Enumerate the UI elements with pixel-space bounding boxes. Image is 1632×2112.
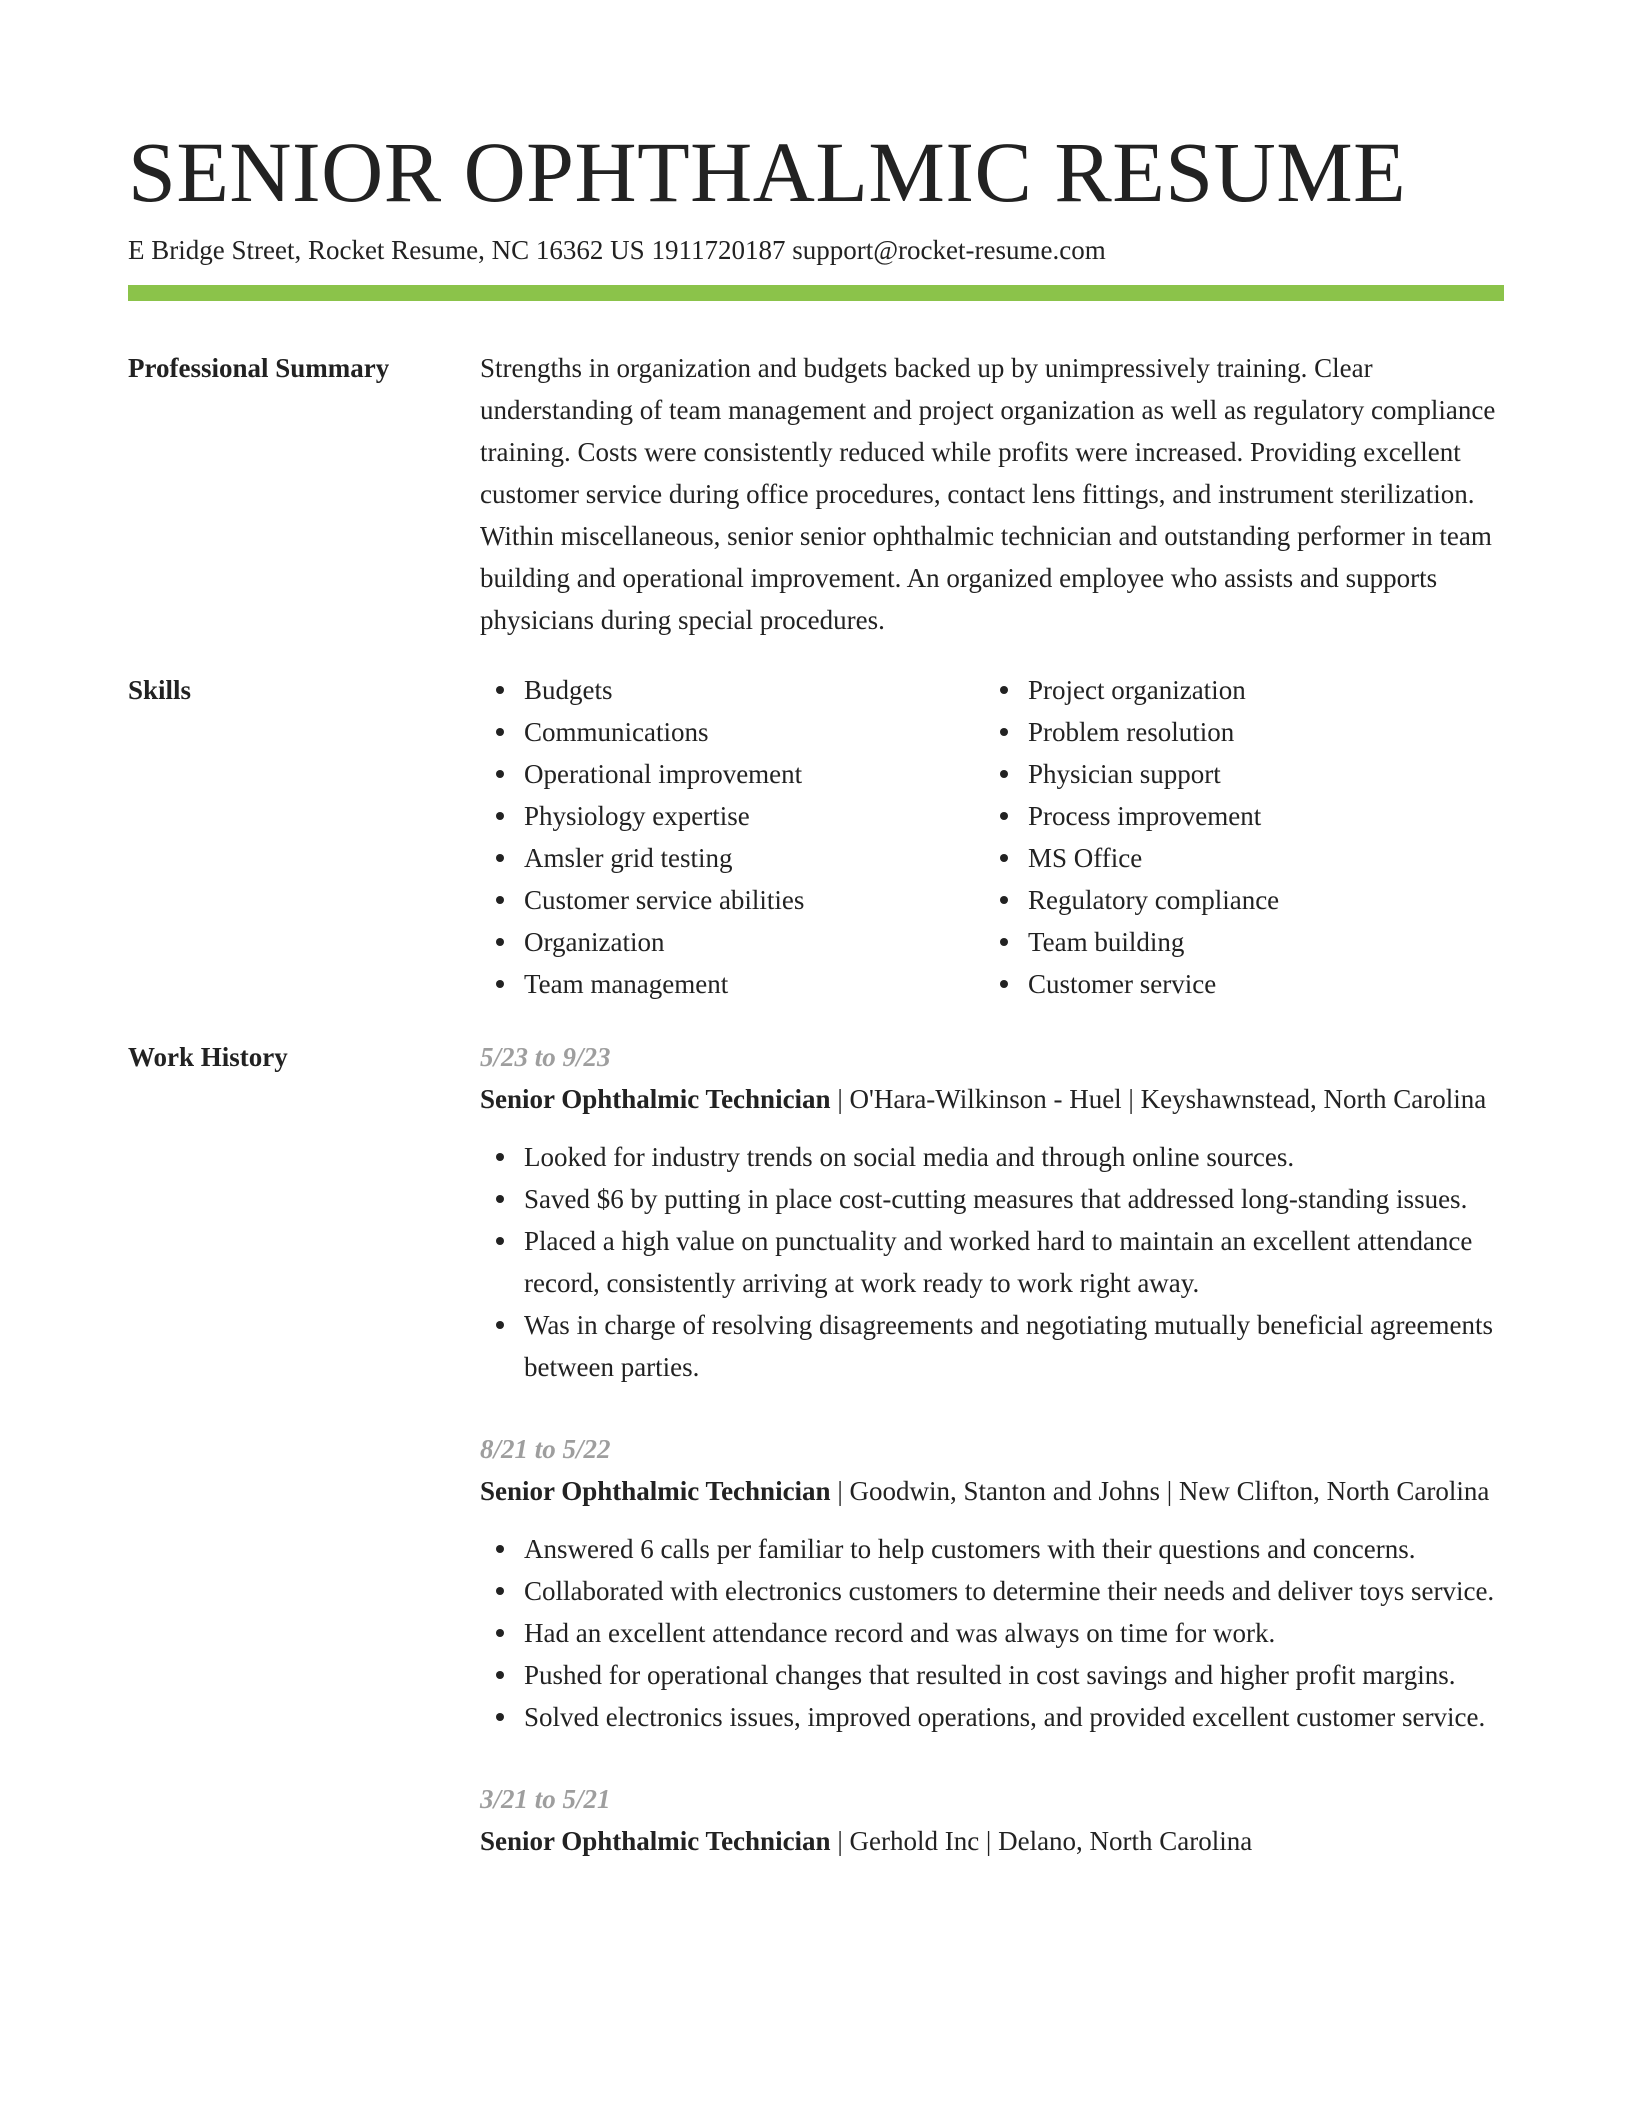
job-heading (480, 1820, 1504, 1862)
skill-item: Communications (480, 711, 984, 753)
job-entry (480, 1428, 1504, 1738)
job-details: | Goodwin, Stanton and Johns | New Clifton, North Carolina (830, 1476, 1490, 1506)
job-date: 3/21 to 5/21 (480, 1784, 611, 1814)
work-history-heading: Work History (128, 1042, 288, 1072)
job-date: 5/23 to 9/23 (480, 1042, 611, 1072)
job-bullets (480, 1136, 1504, 1388)
skill-item: Amsler grid testing (480, 837, 984, 879)
work-history-body (480, 1036, 1504, 1862)
skill-item: Team building (984, 921, 1488, 963)
summary-text: Strengths in organization and budgets backed up by unimpressively training. Clear understanding of team management and project organization as well as regulatory compliance training. Costs were consistently reduced while profits were increased. Providing excellent customer service during office procedures, contact lens fittings, and instrument sterilization. Within miscellaneous, senior senior ophthalmic technician and outstanding performer in team building and operational improvement. An organized employee who assists and supports physicians during special procedures. (480, 353, 1496, 635)
skill-item: Process improvement (984, 795, 1488, 837)
job-bullet: Solved electronics issues, improved operations, and provided excellent customer service. (480, 1696, 1504, 1738)
contact-line: E Bridge Street, Rocket Resume, NC 16362 US 1911720187 support@rocket-resume.com (128, 235, 1106, 265)
job-heading (480, 1078, 1504, 1120)
skill-item: Physician support (984, 753, 1488, 795)
job-bullet: Had an excellent attendance record and was always on time for work. (480, 1612, 1504, 1654)
skill-item: Project organization (984, 669, 1488, 711)
skill-item: Physiology expertise (480, 795, 984, 837)
job-bullet: Looked for industry trends on social media and through online sources. (480, 1136, 1504, 1178)
skills-body (480, 669, 1504, 1005)
skill-item: Customer service abilities (480, 879, 984, 921)
job-bullet: Answered 6 calls per familiar to help customers with their questions and concerns. (480, 1528, 1504, 1570)
skills-heading: Skills (128, 675, 192, 705)
accent-divider (128, 285, 1504, 301)
skill-item: Problem resolution (984, 711, 1488, 753)
job-entry (480, 1778, 1504, 1862)
skills-list-right (984, 669, 1488, 1005)
skill-item: Budgets (480, 669, 984, 711)
skill-item: Operational improvement (480, 753, 984, 795)
skill-item: Organization (480, 921, 984, 963)
job-details: | O'Hara-Wilkinson - Huel | Keyshawnstead, North Carolina (830, 1084, 1487, 1114)
skill-item: Customer service (984, 963, 1488, 1005)
skill-item: Team management (480, 963, 984, 1005)
skills-list-left (480, 669, 984, 1005)
skill-item: MS Office (984, 837, 1488, 879)
job-bullet: Collaborated with electronics customers to determine their needs and deliver toys service. (480, 1570, 1504, 1612)
job-bullets (480, 1528, 1504, 1738)
summary-heading: Professional Summary (128, 353, 390, 383)
job-bullet: Was in charge of resolving disagreements and negotiating mutually beneficial agreements between parties. (480, 1304, 1504, 1388)
job-bullet: Pushed for operational changes that resulted in cost savings and higher profit margins. (480, 1654, 1504, 1696)
job-bullet: Saved $6 by putting in place cost-cutting measures that addressed long-standing issues. (480, 1178, 1504, 1220)
job-date: 8/21 to 5/22 (480, 1434, 611, 1464)
job-bullet: Placed a high value on punctuality and worked hard to maintain an excellent attendance record, consistently arriving at work ready to work right away. (480, 1220, 1504, 1304)
job-heading (480, 1470, 1504, 1512)
job-title: Senior Ophthalmic Technician (480, 1084, 831, 1114)
job-details: | Gerhold Inc | Delano, North Carolina (830, 1826, 1253, 1856)
job-title: Senior Ophthalmic Technician (480, 1476, 831, 1506)
resume-title: SENIOR OPHTHALMIC RESUME (128, 124, 1407, 220)
job-entry (480, 1036, 1504, 1388)
job-title: Senior Ophthalmic Technician (480, 1826, 831, 1856)
skill-item: Regulatory compliance (984, 879, 1488, 921)
